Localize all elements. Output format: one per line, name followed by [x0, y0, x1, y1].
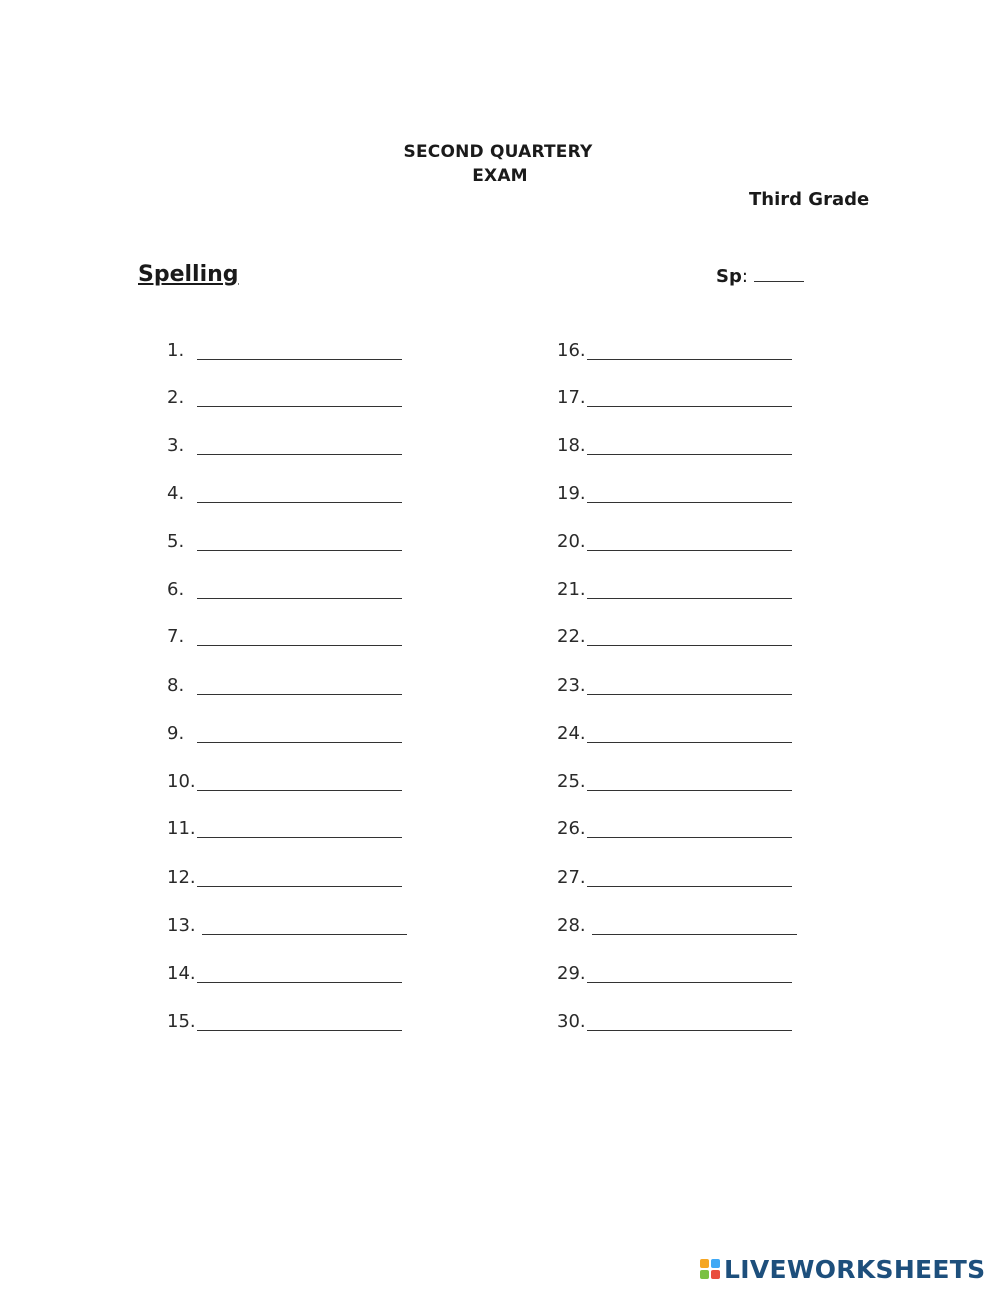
item-number: 28.	[557, 915, 586, 936]
answer-blank[interactable]	[202, 934, 407, 935]
answer-blank[interactable]	[587, 1030, 792, 1031]
spelling-item	[167, 915, 417, 941]
item-number: 30.	[557, 1011, 586, 1032]
answer-blank[interactable]	[587, 359, 792, 360]
spelling-item	[557, 723, 807, 749]
spelling-item	[557, 915, 807, 941]
answer-blank[interactable]	[197, 1030, 402, 1031]
item-number: 6.	[167, 579, 185, 600]
spelling-item	[167, 675, 417, 701]
answer-blank[interactable]	[587, 837, 792, 838]
brand-text: LIVEWORKSHEETS	[724, 1254, 986, 1284]
answer-blank[interactable]	[197, 837, 402, 838]
item-number: 9.	[167, 723, 185, 744]
answer-blank[interactable]	[587, 694, 792, 695]
answer-blank[interactable]	[197, 645, 402, 646]
score-field	[716, 266, 804, 287]
item-number: 18.	[557, 435, 586, 456]
exam-title-line-1: SECOND QUARTERY	[403, 142, 593, 162]
answer-blank[interactable]	[587, 982, 792, 983]
score-separator: :	[741, 266, 748, 287]
item-number: 3.	[167, 435, 185, 456]
item-number: 17.	[557, 387, 586, 408]
item-number: 11.	[167, 818, 196, 839]
item-number: 2.	[167, 387, 185, 408]
answer-blank[interactable]	[587, 502, 792, 503]
spelling-item	[557, 1011, 807, 1037]
section-title: Spelling	[138, 262, 239, 287]
logo-tile-e	[711, 1270, 720, 1279]
answer-blank[interactable]	[197, 550, 402, 551]
item-number: 23.	[557, 675, 586, 696]
score-label: Sp	[716, 266, 742, 287]
item-number: 10.	[167, 771, 196, 792]
item-number: 26.	[557, 818, 586, 839]
answer-blank[interactable]	[587, 886, 792, 887]
answer-blank[interactable]	[587, 645, 792, 646]
spelling-item	[167, 340, 417, 366]
answer-blank[interactable]	[587, 790, 792, 791]
answer-blank[interactable]	[197, 598, 402, 599]
spelling-item	[167, 435, 417, 461]
item-number: 7.	[167, 626, 185, 647]
spelling-item	[557, 818, 807, 844]
spelling-item	[167, 771, 417, 797]
spelling-item	[557, 483, 807, 509]
spelling-item	[167, 483, 417, 509]
item-number: 24.	[557, 723, 586, 744]
answer-blank[interactable]	[197, 742, 402, 743]
spelling-item	[167, 626, 417, 652]
item-number: 20.	[557, 531, 586, 552]
spelling-item	[167, 579, 417, 605]
item-number: 5.	[167, 531, 185, 552]
spelling-item	[557, 771, 807, 797]
item-number: 16.	[557, 340, 586, 361]
answer-blank[interactable]	[197, 886, 402, 887]
answer-blank[interactable]	[197, 982, 402, 983]
answer-blank[interactable]	[587, 406, 792, 407]
answer-blank[interactable]	[587, 550, 792, 551]
answer-blank[interactable]	[587, 454, 792, 455]
logo-tile-l	[700, 1259, 709, 1268]
liveworksheets-brand	[700, 1256, 985, 1282]
spelling-item	[167, 387, 417, 413]
answer-blank[interactable]	[197, 694, 402, 695]
item-number: 27.	[557, 867, 586, 888]
item-number: 15.	[167, 1011, 196, 1032]
item-number: 4.	[167, 483, 185, 504]
item-number: 29.	[557, 963, 586, 984]
spelling-item	[167, 867, 417, 893]
spelling-item	[167, 723, 417, 749]
answer-blank[interactable]	[197, 359, 402, 360]
spelling-item	[167, 818, 417, 844]
score-blank[interactable]	[754, 281, 804, 282]
liveworksheets-logo-icon	[700, 1259, 720, 1279]
answer-blank[interactable]	[197, 454, 402, 455]
spelling-item	[167, 963, 417, 989]
spelling-item	[557, 579, 807, 605]
item-number: 8.	[167, 675, 185, 696]
spelling-item	[557, 867, 807, 893]
spelling-item	[557, 675, 807, 701]
answer-blank[interactable]	[197, 790, 402, 791]
item-number: 22.	[557, 626, 586, 647]
logo-tile-i	[711, 1259, 720, 1268]
spelling-item	[557, 387, 807, 413]
item-number: 1.	[167, 340, 185, 361]
grade-label: Third Grade	[749, 189, 870, 210]
exam-title-line-2: EXAM	[472, 166, 528, 186]
answer-blank[interactable]	[587, 598, 792, 599]
answer-blank[interactable]	[587, 742, 792, 743]
answer-blank[interactable]	[197, 502, 402, 503]
spelling-item	[557, 963, 807, 989]
spelling-item	[557, 340, 807, 366]
item-number: 14.	[167, 963, 196, 984]
item-number: 25.	[557, 771, 586, 792]
item-number: 21.	[557, 579, 586, 600]
logo-tile-v	[700, 1270, 709, 1279]
spelling-item	[167, 531, 417, 557]
item-number: 13.	[167, 915, 196, 936]
spelling-item	[557, 626, 807, 652]
answer-blank[interactable]	[592, 934, 797, 935]
item-number: 19.	[557, 483, 586, 504]
answer-blank[interactable]	[197, 406, 402, 407]
spelling-item	[167, 1011, 417, 1037]
item-number: 12.	[167, 867, 196, 888]
spelling-item	[557, 531, 807, 557]
spelling-item	[557, 435, 807, 461]
